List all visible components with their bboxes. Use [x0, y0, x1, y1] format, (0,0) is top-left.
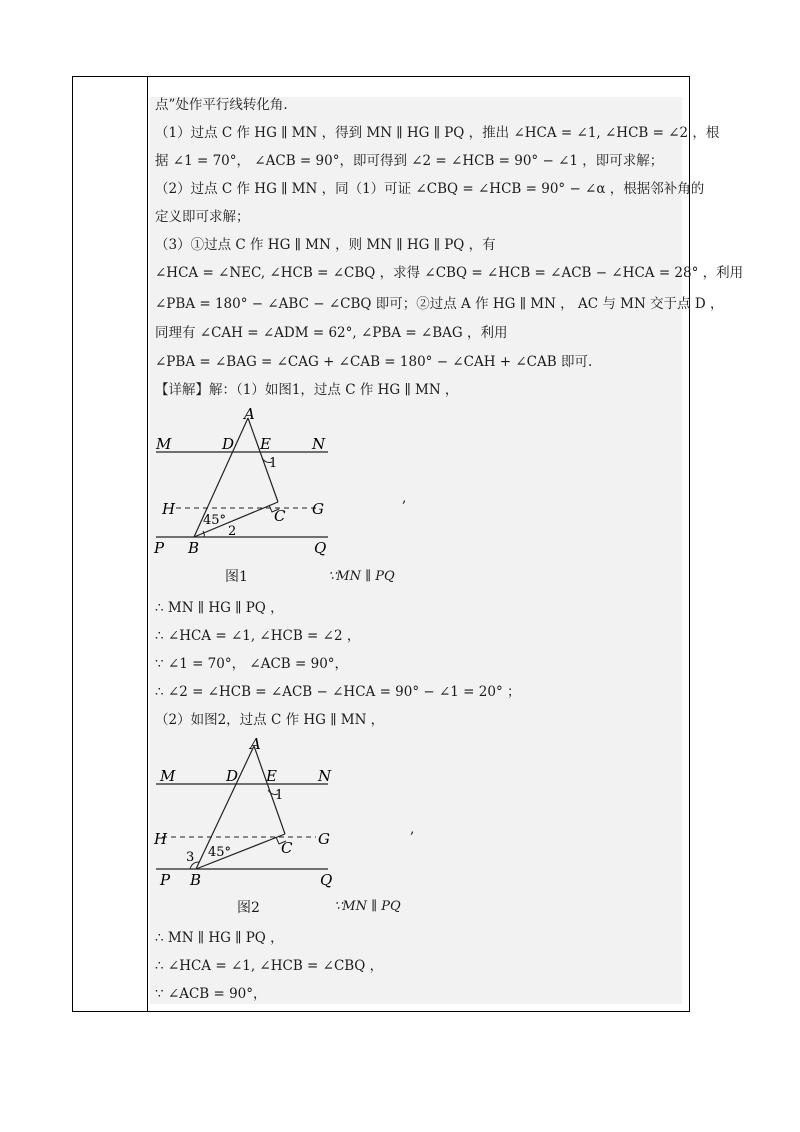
- detail-line-9: ∵ ∠ACB = 90°，: [155, 986, 267, 1002]
- figure-1-since-statement: ∵MN ∥ PQ: [328, 569, 395, 584]
- fig2-label-p: P: [160, 871, 171, 889]
- fig1-label-m: M: [156, 435, 172, 453]
- table-border-bottom: [72, 1011, 690, 1012]
- fig2-label-c: C: [281, 839, 293, 857]
- analysis-line-10: ∠PBA = ∠BAG = ∠CAG + ∠CAB = 180° − ∠CAH + ∠CAB 即可.: [155, 354, 593, 370]
- fig2-label-b: B: [190, 871, 202, 889]
- analysis-line-7: ∠HCA = ∠NEC, ∠HCB = ∠CBQ ，求得 ∠CBQ = ∠HCB = ∠ACB − ∠HCA = 28° ，利用: [155, 265, 744, 281]
- fig1-label-b: B: [188, 539, 200, 557]
- fig1-label-c: C: [274, 507, 286, 525]
- analysis-line-4: （2）过点 C 作 HG ∥ MN ，同（1）可证 ∠CBQ = ∠HCB = 90° − ∠α ，根据邻补角的: [155, 181, 705, 197]
- fig2-label-e: E: [266, 767, 277, 785]
- fig1-label-d: D: [222, 435, 235, 453]
- detail-line-2: ∴ MN ∥ HG ∥ PQ ，: [155, 600, 284, 616]
- figure-1-caption: 图1: [225, 569, 248, 585]
- table-border-left: [72, 76, 73, 1012]
- fig2-label-h: H: [154, 830, 168, 848]
- fig1-label-n: N: [312, 435, 326, 453]
- figure-2-caption: 图2: [237, 900, 260, 916]
- figure-1-diagram: [148, 404, 348, 564]
- table-border-right: [689, 76, 690, 1012]
- fig2-label-d: D: [226, 767, 239, 785]
- analysis-line-8: ∠PBA = 180° − ∠ABC − ∠CBQ 即可；②过点 A 作 HG ∥ MN ， AC 与 MN 交于点 D ，: [155, 296, 724, 312]
- detail-line-7: ∴ MN ∥ HG ∥ PQ ，: [155, 930, 284, 946]
- fig1-label-angle-1: 1: [269, 456, 278, 471]
- analysis-line-5: 定义即可求解；: [155, 209, 250, 225]
- fig1-label-e: E: [260, 435, 271, 453]
- fig2-label-g: G: [318, 830, 330, 848]
- table-border-top: [72, 76, 690, 77]
- fig1-label-g: G: [312, 500, 324, 518]
- fig1-label-angle-2: 2: [228, 524, 237, 539]
- figure-2-diagram: [148, 734, 348, 894]
- fig1-label-p: P: [154, 539, 165, 557]
- fig2-label-a: A: [250, 735, 261, 753]
- fig1-label-a: A: [244, 405, 255, 423]
- detail-line-3: ∴ ∠HCA = ∠1, ∠HCB = ∠2 ，: [155, 628, 361, 644]
- analysis-line-6: （3）①过点 C 作 HG ∥ MN ，则 MN ∥ HG ∥ PQ ，有: [155, 237, 496, 253]
- detail-line-5: ∴ ∠2 = ∠HCB = ∠ACB − ∠HCA = 90° − ∠1 = 20° ；: [155, 684, 521, 700]
- fig2-label-angle-1: 1: [275, 788, 284, 803]
- analysis-line-2: （1）过点 C 作 HG ∥ MN ，得到 MN ∥ HG ∥ PQ ，推出 ∠HCA = ∠1, ∠HCB = ∠2 ，根: [155, 125, 720, 141]
- analysis-line-1: 点”处作平行线转化角.: [155, 97, 288, 113]
- fig2-label-n: N: [318, 767, 332, 785]
- figure-2-comma: ,: [410, 821, 415, 837]
- fig2-label-q: Q: [320, 871, 333, 889]
- detail-line-6: （2）如图2，过点 C 作 HG ∥ MN ，: [155, 712, 385, 728]
- analysis-line-3: 据 ∠1 = 70°， ∠ACB = 90°，即可得到 ∠2 = ∠HCB = 90° − ∠1 ，即可求解；: [155, 153, 664, 169]
- figure-1-comma: ,: [402, 490, 407, 506]
- detail-line-4: ∵ ∠1 = 70°， ∠ACB = 90°，: [155, 656, 349, 672]
- figure-2-since-statement: ∵MN ∥ PQ: [334, 899, 401, 914]
- fig1-label-h: H: [162, 500, 176, 518]
- analysis-line-9: 同理有 ∠CAH = ∠ADM = 62°, ∠PBA = ∠BAG ，利用: [155, 325, 508, 341]
- fig2-label-m: M: [160, 767, 176, 785]
- detail-line-1: 【详解】解：（1）如图1，过点 C 作 HG ∥ MN ，: [155, 382, 459, 398]
- detail-line-8: ∴ ∠HCA = ∠1, ∠HCB = ∠CBQ ，: [155, 958, 384, 974]
- fig1-label-angle-45: 45°: [203, 513, 227, 528]
- fig1-label-q: Q: [314, 539, 327, 557]
- fig2-label-angle-45: 45°: [208, 845, 232, 860]
- fig2-label-angle-3: 3: [186, 850, 195, 865]
